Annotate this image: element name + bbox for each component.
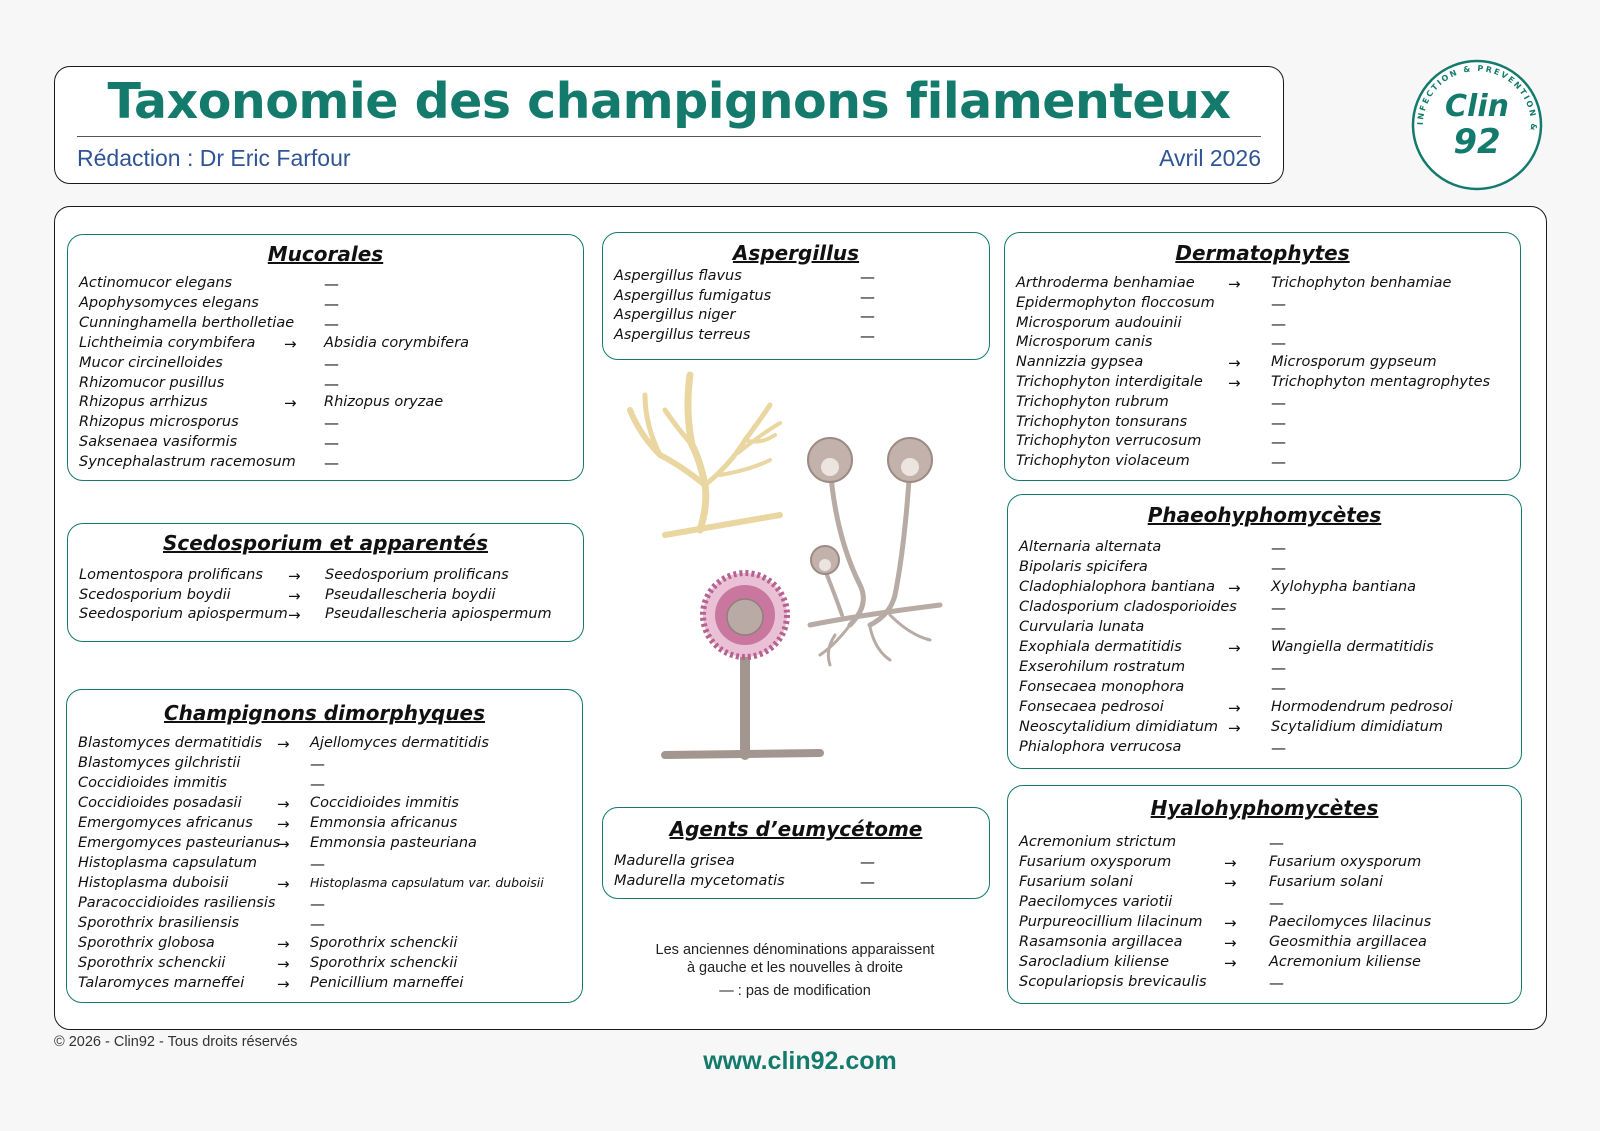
new-name: Pseudallescheria apiospermum xyxy=(325,606,552,623)
no-change-dash: — xyxy=(860,853,875,871)
no-change-dash: — xyxy=(310,775,325,793)
right-arrow-icon: → xyxy=(1224,934,1237,952)
no-change-dash: — xyxy=(1269,894,1284,912)
old-name: Rhizopus microsporus xyxy=(79,414,239,431)
old-name: Alternaria alternata xyxy=(1019,539,1162,555)
no-change-dash: — xyxy=(860,287,875,306)
old-name: Purpureocillium lilacinum xyxy=(1019,914,1203,930)
old-name: Blastomyces dermatitidis xyxy=(78,735,263,751)
no-change-dash: — xyxy=(1271,739,1286,757)
legend-note xyxy=(594,941,996,1000)
right-arrow-icon: → xyxy=(1224,954,1237,972)
no-change-dash: — xyxy=(860,873,875,891)
no-change-dash: — xyxy=(1271,559,1286,577)
scedosporium-title: Scedosporium et apparentés xyxy=(162,531,488,555)
old-name: Fonsecaea pedrosoi xyxy=(1019,699,1164,715)
old-name: Cladophialophora bantiana xyxy=(1019,579,1215,595)
right-arrow-icon: → xyxy=(277,815,290,833)
dermatophytes-title: Dermatophytes xyxy=(1175,241,1350,265)
old-name: Fonsecaea monophora xyxy=(1019,679,1185,695)
phaeo-row xyxy=(1008,539,1521,559)
hyalo-row xyxy=(1008,914,1521,934)
new-name: Hormodendrum pedrosoi xyxy=(1271,699,1453,715)
dermatophytes-row xyxy=(1005,354,1520,374)
sporangium-icon xyxy=(808,438,940,665)
page-title: Taxonomie des champignons filamenteux xyxy=(107,73,1231,130)
old-name: Scopulariopsis brevicaulis xyxy=(1019,974,1207,990)
dermatophytes-row xyxy=(1005,315,1520,335)
old-name: Cladosporium cladosporioides xyxy=(1019,599,1237,615)
dermatophytes-card xyxy=(1004,232,1521,481)
right-arrow-icon: → xyxy=(1228,374,1241,392)
old-name: Rasamsonia argillacea xyxy=(1019,934,1183,950)
right-arrow-icon: → xyxy=(277,835,290,853)
logo-number xyxy=(1410,64,1411,73)
phaeo-card xyxy=(1007,494,1522,769)
old-name: Rhizomucor pusillus xyxy=(79,374,225,391)
old-name: Scedosporium boydii xyxy=(79,586,231,603)
mucorales-title: Mucorales xyxy=(267,242,384,266)
dermatophytes-row xyxy=(1005,334,1520,354)
fungi-illustration xyxy=(620,365,970,790)
new-name: Seedosporium prolificans xyxy=(325,567,509,583)
right-arrow-icon: → xyxy=(277,955,290,973)
old-name: Sarocladium kiliense xyxy=(1019,954,1170,970)
mucorales-row xyxy=(68,275,583,295)
legend-note-line1: Les anciennes dénominations apparaissent xyxy=(655,942,935,958)
no-change-dash: — xyxy=(1271,334,1286,353)
right-arrow-icon: → xyxy=(277,735,290,753)
hyalo-row xyxy=(1008,954,1521,974)
new-name: Absidia corymbifera xyxy=(324,334,470,351)
eumycetome-row xyxy=(603,873,989,893)
dimorphiques-row xyxy=(67,755,582,775)
eumycetome-row xyxy=(603,853,989,873)
old-name: Microsporum audouinii xyxy=(1016,314,1182,331)
old-name: Sporothrix schenckii xyxy=(78,955,226,971)
hyalo-row xyxy=(1008,934,1521,954)
phaeo-row xyxy=(1008,699,1521,719)
dermatophytes-row xyxy=(1005,295,1520,315)
phaeo-title: Phaeohyphomycètes xyxy=(1147,503,1382,527)
old-name: Lichtheimia corymbifera xyxy=(79,334,256,351)
mucorales-card xyxy=(67,234,584,481)
dimorphiques-row xyxy=(67,795,582,815)
right-arrow-icon: → xyxy=(1228,275,1241,293)
no-change-dash: — xyxy=(324,414,339,433)
no-change-dash: — xyxy=(860,268,875,286)
hyalo-row xyxy=(1008,834,1521,854)
old-name: Trichophyton interdigitale xyxy=(1016,374,1203,390)
no-change-dash: — xyxy=(324,434,339,453)
right-arrow-icon: → xyxy=(288,606,301,625)
right-arrow-icon: → xyxy=(1224,874,1237,892)
old-name: Histoplasma capsulatum xyxy=(78,855,258,871)
mucorales-row xyxy=(68,295,583,315)
right-arrow-icon: → xyxy=(288,586,301,605)
new-name: Fusarium oxysporum xyxy=(1269,854,1422,870)
dermatophytes-row xyxy=(1005,414,1520,434)
old-name: Arthroderma benhamiae xyxy=(1016,275,1195,291)
old-name: Trichophyton tonsurans xyxy=(1016,413,1188,430)
phaeo-row xyxy=(1008,639,1521,659)
mucorales-row xyxy=(68,315,583,335)
aspergillus-row xyxy=(603,268,989,288)
legend-dash-meaning: — : pas de modification xyxy=(719,983,871,999)
old-name: Cunninghamella bertholletiae xyxy=(79,314,295,331)
header-box xyxy=(54,66,1284,184)
aspergillus-row xyxy=(603,327,989,347)
header-divider xyxy=(77,136,1261,137)
dimorphiques-row xyxy=(67,815,582,835)
dermatophytes-row xyxy=(1005,433,1520,453)
old-name: Acremonium strictum xyxy=(1019,834,1177,850)
new-name: Geosmithia argillacea xyxy=(1269,934,1427,950)
old-name: Rhizopus arrhizus xyxy=(79,394,208,411)
old-name: Emergomyces africanus xyxy=(78,815,253,831)
hyalo-card xyxy=(1007,785,1522,1004)
old-name: Exserohilum rostratum xyxy=(1019,659,1186,675)
no-change-dash: — xyxy=(310,755,325,773)
dimorphiques-row xyxy=(67,975,582,995)
phaeo-row xyxy=(1008,579,1521,599)
branched-hyphae-icon xyxy=(630,375,780,535)
mucorales-row xyxy=(68,394,583,414)
old-name: Trichophyton rubrum xyxy=(1016,393,1169,410)
right-arrow-icon: → xyxy=(277,935,290,953)
old-name: Fusarium oxysporum xyxy=(1019,854,1172,870)
phaeo-row xyxy=(1008,679,1521,699)
phaeo-row xyxy=(1008,619,1521,639)
old-name: Coccidioides posadasii xyxy=(78,795,242,811)
hyalo-row xyxy=(1008,974,1521,994)
no-change-dash: — xyxy=(1271,539,1286,557)
aspergillus-card xyxy=(602,232,990,360)
no-change-dash: — xyxy=(860,307,875,326)
old-name: Epidermophyton floccosum xyxy=(1016,294,1215,311)
dimorphiques-row xyxy=(67,895,582,915)
right-arrow-icon: → xyxy=(288,567,301,585)
no-change-dash: — xyxy=(1271,393,1286,412)
eumycetome-card xyxy=(602,807,990,899)
no-change-dash: — xyxy=(310,915,325,933)
dermatophytes-row xyxy=(1005,275,1520,295)
no-change-dash: — xyxy=(1271,453,1286,472)
logo-ring-text: INFECTION & PREVENTION & xyxy=(1415,63,1539,133)
old-name: Madurella grisea xyxy=(614,853,735,869)
old-name: Fusarium solani xyxy=(1019,874,1133,890)
new-name: Histoplasma capsulatum var. duboisii xyxy=(310,875,544,890)
phaeo-row xyxy=(1008,719,1521,739)
no-change-dash: — xyxy=(324,275,339,293)
old-name: Trichophyton violaceum xyxy=(1016,453,1190,470)
aspergillus-row xyxy=(603,288,989,308)
right-arrow-icon: → xyxy=(1224,914,1237,932)
old-name: Nannizzia gypsea xyxy=(1016,354,1144,371)
clin92-logo-icon xyxy=(1410,58,1544,192)
no-change-dash: — xyxy=(1269,834,1284,852)
new-name: Trichophyton benhamiae xyxy=(1271,275,1452,291)
mucorales-row xyxy=(68,335,583,355)
dimorphiques-row xyxy=(67,955,582,975)
old-name: Talaromyces marneffei xyxy=(78,975,245,991)
new-name: Scytalidium dimidiatum xyxy=(1271,719,1444,735)
date-line: Avril 2026 xyxy=(1159,145,1261,171)
old-name: Lomentospora prolificans xyxy=(79,567,263,583)
scedosporium-card xyxy=(67,523,584,642)
old-name: Sporothrix brasiliensis xyxy=(78,915,240,931)
no-change-dash: — xyxy=(1271,659,1286,677)
phaeo-row xyxy=(1008,599,1521,619)
new-name: Sporothrix schenckii xyxy=(310,955,458,971)
old-name: Aspergillus fumigatus xyxy=(614,287,772,304)
right-arrow-icon: → xyxy=(277,875,290,893)
new-name: Coccidioides immitis xyxy=(310,795,459,811)
logo-name-line2: 92 xyxy=(1453,122,1501,162)
new-name: Microsporum gypseum xyxy=(1271,354,1437,371)
old-name: Trichophyton verrucosum xyxy=(1016,433,1202,450)
no-change-dash: — xyxy=(1269,974,1284,992)
website-link[interactable]: www.clin92.com xyxy=(703,1047,897,1075)
dimorphiques-row xyxy=(67,775,582,795)
copyright-text: © 2026 - Clin92 - Tous droits réservés xyxy=(54,1034,298,1050)
no-change-dash: — xyxy=(1271,413,1286,432)
right-arrow-icon: → xyxy=(277,975,290,993)
right-arrow-icon: → xyxy=(1228,354,1241,373)
scedosporium-row xyxy=(68,606,583,626)
old-name: Phialophora verrucosa xyxy=(1019,739,1182,755)
old-name: Paecilomyces variotii xyxy=(1019,894,1173,910)
dimorphiques-row xyxy=(67,735,582,755)
hyalo-row xyxy=(1008,854,1521,874)
no-change-dash: — xyxy=(1271,314,1286,333)
right-arrow-icon: → xyxy=(277,795,290,813)
aspergillus-row xyxy=(603,307,989,327)
dermatophytes-row xyxy=(1005,374,1520,394)
phaeo-row xyxy=(1008,559,1521,579)
mucorales-row xyxy=(68,375,583,395)
no-change-dash: — xyxy=(310,855,325,873)
old-name: Curvularia lunata xyxy=(1019,619,1145,635)
new-name: Trichophyton mentagrophytes xyxy=(1271,374,1491,390)
right-arrow-icon: → xyxy=(1228,719,1241,737)
no-change-dash: — xyxy=(860,327,875,346)
hyalo-row xyxy=(1008,874,1521,894)
no-change-dash: — xyxy=(1271,679,1286,697)
new-name: Sporothrix schenckii xyxy=(310,935,458,951)
aspergillus-title: Aspergillus xyxy=(732,241,860,265)
old-name: Emergomyces pasteurianus xyxy=(78,835,281,851)
old-name: Paracoccidioides rasiliensis xyxy=(78,895,276,911)
mucorales-row xyxy=(68,414,583,434)
no-change-dash: — xyxy=(1271,599,1286,617)
dimorphiques-row xyxy=(67,835,582,855)
legend-note-line2: à gauche et les nouvelles à droite xyxy=(686,960,904,976)
author-line: Rédaction : Dr Eric Farfour xyxy=(77,145,351,171)
new-name: Emmonsia africanus xyxy=(310,815,458,831)
aspergillus-conidiophore-icon xyxy=(665,573,820,755)
dermatophytes-row xyxy=(1005,453,1520,473)
old-name: Actinomucor elegans xyxy=(79,275,233,291)
old-name: Coccidioides immitis xyxy=(78,775,227,791)
new-name: Penicillium marneffei xyxy=(310,975,464,991)
old-name: Sporothrix globosa xyxy=(78,935,215,951)
new-name: Paecilomyces lilacinus xyxy=(1269,914,1432,930)
old-name: Aspergillus terreus xyxy=(614,327,751,344)
new-name: Fusarium solani xyxy=(1269,874,1383,890)
new-name: Rhizopus oryzae xyxy=(324,394,444,411)
hyalo-row xyxy=(1008,894,1521,914)
old-name: Histoplasma duboisii xyxy=(78,875,229,891)
no-change-dash: — xyxy=(1271,433,1286,452)
scedosporium-row xyxy=(68,567,583,587)
old-name: Syncephalastrum racemosum xyxy=(79,454,296,471)
new-name: Acremonium kiliense xyxy=(1269,954,1421,970)
dermatophytes-row xyxy=(1005,394,1520,414)
right-arrow-icon: → xyxy=(1228,579,1241,597)
no-change-dash: — xyxy=(324,294,339,313)
new-name: Pseudallescheria boydii xyxy=(325,586,496,603)
dimorphiques-row xyxy=(67,875,582,895)
old-name: Aspergillus niger xyxy=(614,307,736,324)
dimorphiques-card xyxy=(66,689,583,1003)
no-change-dash: — xyxy=(1271,294,1286,313)
logo-name-line1: Clin xyxy=(1445,89,1509,124)
old-name: Aspergillus flavus xyxy=(614,268,742,284)
right-arrow-icon: → xyxy=(284,334,297,353)
right-arrow-icon: → xyxy=(284,394,297,413)
old-name: Bipolaris spicifera xyxy=(1019,559,1148,575)
no-change-dash: — xyxy=(310,895,325,913)
right-arrow-icon: → xyxy=(1228,639,1241,657)
old-name: Madurella mycetomatis xyxy=(614,873,785,889)
right-arrow-icon: → xyxy=(1224,854,1237,872)
old-name: Apophysomyces elegans xyxy=(79,294,259,311)
phaeo-row xyxy=(1008,739,1521,759)
new-name: Emmonsia pasteuriana xyxy=(310,835,477,851)
no-change-dash: — xyxy=(324,454,339,473)
dimorphiques-row xyxy=(67,855,582,875)
dimorphiques-row xyxy=(67,935,582,955)
old-name: Mucor circinelloides xyxy=(79,354,223,371)
no-change-dash: — xyxy=(324,354,339,373)
old-name: Blastomyces gilchristii xyxy=(78,755,241,771)
new-name: Ajellomyces dermatitidis xyxy=(310,735,489,751)
no-change-dash: — xyxy=(1271,619,1286,637)
scedosporium-row xyxy=(68,587,583,607)
mucorales-row xyxy=(68,355,583,375)
dimorphiques-title: Champignons dimorphyques xyxy=(163,701,486,725)
new-name: Xylohypha bantiana xyxy=(1271,579,1417,595)
new-name: Wangiella dermatitidis xyxy=(1271,639,1434,655)
old-name: Neoscytalidium dimidiatum xyxy=(1019,719,1219,735)
mucorales-row xyxy=(68,434,583,454)
phaeo-row xyxy=(1008,659,1521,679)
right-arrow-icon: → xyxy=(1228,699,1241,717)
old-name: Seedosporium apiospermum xyxy=(79,606,288,623)
old-name: Microsporum canis xyxy=(1016,334,1153,351)
dimorphiques-row xyxy=(67,915,582,935)
old-name: Exophiala dermatitidis xyxy=(1019,639,1182,655)
no-change-dash: — xyxy=(324,314,339,333)
eumycetome-title: Agents d’eumycétome xyxy=(669,817,923,841)
old-name: Saksenaea vasiformis xyxy=(79,434,238,451)
mucorales-row xyxy=(68,454,583,474)
no-change-dash: — xyxy=(324,374,339,393)
hyalo-title: Hyalohyphomycètes xyxy=(1150,796,1379,820)
